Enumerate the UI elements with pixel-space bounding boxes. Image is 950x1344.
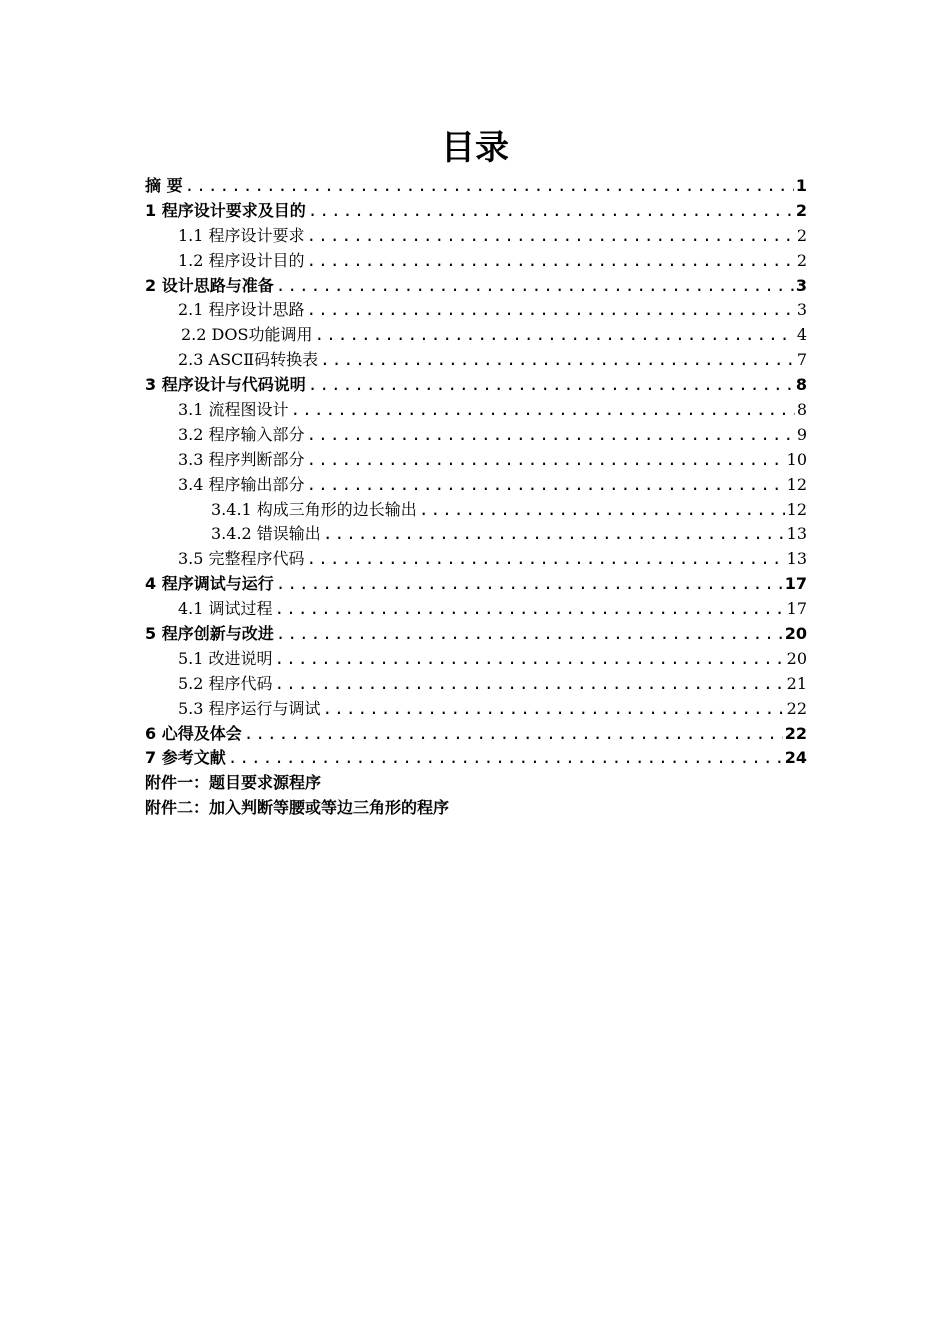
toc-entry[interactable] xyxy=(145,249,807,274)
toc-page-number: 3 xyxy=(796,300,807,320)
appendix-entry[interactable] xyxy=(145,771,807,796)
leader-dots xyxy=(320,348,795,373)
toc-entry-label: 5.2 程序代码 xyxy=(178,673,273,693)
toc-entry-label: 3.2 程序输入部分 xyxy=(178,424,305,444)
toc-page-number: 17 xyxy=(784,574,807,594)
toc-entry[interactable] xyxy=(145,423,807,448)
toc-entry-label: 4.1 调试过程 xyxy=(178,599,273,619)
leader-dots xyxy=(323,697,785,722)
toc-page-number: 7 xyxy=(796,350,807,370)
toc-entry-label: 2.1 程序设计思路 xyxy=(178,300,305,320)
toc-entry-label: 3.4.2 错误输出 xyxy=(211,524,321,544)
toc-page-number: 10 xyxy=(786,449,807,469)
toc-entry-label: 3 程序设计与代码说明 xyxy=(145,375,306,395)
toc-entry[interactable] xyxy=(145,174,807,199)
toc-entry[interactable] xyxy=(145,647,807,672)
leader-dots xyxy=(308,199,794,224)
toc-entry[interactable] xyxy=(145,448,807,473)
toc-entry[interactable] xyxy=(145,572,807,597)
toc-entry-label: 2 设计思路与准备 xyxy=(145,275,274,295)
leader-dots xyxy=(307,473,785,498)
appendix-label: 附件二：加入判断等腰或等边三角形的程序 xyxy=(145,798,450,818)
toc-entry-label: 4 程序调试与运行 xyxy=(145,574,274,594)
leader-dots xyxy=(185,174,794,199)
leader-dots xyxy=(307,547,785,572)
toc-entry[interactable] xyxy=(145,697,807,722)
toc-entry-label: 5.1 改进说明 xyxy=(178,648,273,668)
toc-page-number: 3 xyxy=(795,275,807,295)
leader-dots xyxy=(276,622,783,647)
appendix-label: 附件一：题目要求源程序 xyxy=(145,773,322,793)
toc-entry-label: 6 心得及体会 xyxy=(145,723,242,743)
toc-entry[interactable] xyxy=(145,398,807,423)
toc-page-number: 22 xyxy=(784,723,807,743)
leader-dots xyxy=(307,423,795,448)
toc-page-number: 1 xyxy=(795,176,807,195)
toc-entry[interactable] xyxy=(145,224,807,249)
leader-dots xyxy=(244,722,783,747)
leader-dots xyxy=(276,274,794,299)
toc-entry-label: 5 程序创新与改进 xyxy=(145,624,274,644)
toc-entry-label: 摘 要 xyxy=(145,176,183,195)
leader-dots xyxy=(275,647,785,672)
toc-entry-label: 3.4.1 构成三角形的边长输出 xyxy=(211,499,417,519)
toc-page-number: 2 xyxy=(796,225,807,245)
toc-entry-label: 3.4 程序输出部分 xyxy=(178,474,305,494)
toc-page-number: 2 xyxy=(796,250,807,270)
leader-dots xyxy=(275,597,785,622)
page-title: 目录 xyxy=(441,128,509,168)
leader-dots xyxy=(276,572,783,597)
toc-entry[interactable] xyxy=(145,199,807,224)
toc-entry[interactable] xyxy=(145,274,807,299)
leader-dots xyxy=(307,249,795,274)
leader-dots xyxy=(307,298,795,323)
toc-entry-label: 7 参考文献 xyxy=(145,748,226,768)
toc-entry[interactable] xyxy=(145,323,807,348)
toc-page-number: 12 xyxy=(786,499,807,519)
toc-entry[interactable] xyxy=(145,522,807,547)
toc-entry-label: 3.5 完整程序代码 xyxy=(178,549,305,569)
toc-entry-label: 2.3 ASCⅡ码转换表 xyxy=(178,350,319,370)
table-of-contents xyxy=(145,174,807,821)
leader-dots xyxy=(307,224,795,249)
toc-entry-label: 1 程序设计要求及目的 xyxy=(145,200,306,220)
toc-entry[interactable] xyxy=(145,348,807,373)
toc-entry-label: 3.3 程序判断部分 xyxy=(178,449,305,469)
toc-page-number: 9 xyxy=(796,424,807,444)
toc-page-number: 20 xyxy=(786,648,807,668)
toc-page-number: 24 xyxy=(784,748,807,768)
leader-dots xyxy=(228,746,783,771)
toc-page-number: 2 xyxy=(795,200,807,220)
leader-dots xyxy=(308,373,794,398)
toc-entry[interactable] xyxy=(145,672,807,697)
leader-dots xyxy=(419,498,785,523)
toc-entry[interactable] xyxy=(145,746,807,771)
toc-entry[interactable] xyxy=(145,473,807,498)
toc-entry[interactable] xyxy=(145,547,807,572)
toc-entry[interactable] xyxy=(145,498,807,523)
toc-entry-label: 1.2 程序设计目的 xyxy=(178,250,305,270)
toc-page-number: 12 xyxy=(786,474,807,494)
leader-dots xyxy=(275,672,785,697)
leader-dots xyxy=(307,448,785,473)
toc-entry[interactable] xyxy=(145,722,807,747)
toc-page-number: 21 xyxy=(786,673,807,693)
leader-dots xyxy=(314,323,794,348)
toc-entry[interactable] xyxy=(145,597,807,622)
toc-page-number: 8 xyxy=(795,375,807,395)
leader-dots xyxy=(323,522,785,547)
toc-page-number: 22 xyxy=(786,698,807,718)
toc-page-number: 20 xyxy=(784,624,807,644)
toc-entry[interactable] xyxy=(145,622,807,647)
toc-entry-label: 2.2 DOS功能调用 xyxy=(181,325,313,345)
toc-entry-label: 1.1 程序设计要求 xyxy=(178,225,305,245)
leader-dots xyxy=(291,398,795,423)
toc-entry[interactable] xyxy=(145,373,807,398)
toc-entry-label: 3.1 流程图设计 xyxy=(178,400,289,420)
toc-page-number: 17 xyxy=(786,599,807,619)
toc-page-number: 13 xyxy=(786,524,807,544)
toc-page-number: 4 xyxy=(796,325,807,345)
appendix-entry[interactable] xyxy=(145,796,807,821)
toc-entry[interactable] xyxy=(145,298,807,323)
toc-page-number: 13 xyxy=(786,549,807,569)
toc-entry-label: 5.3 程序运行与调试 xyxy=(178,698,321,718)
toc-page-number: 8 xyxy=(796,400,807,420)
